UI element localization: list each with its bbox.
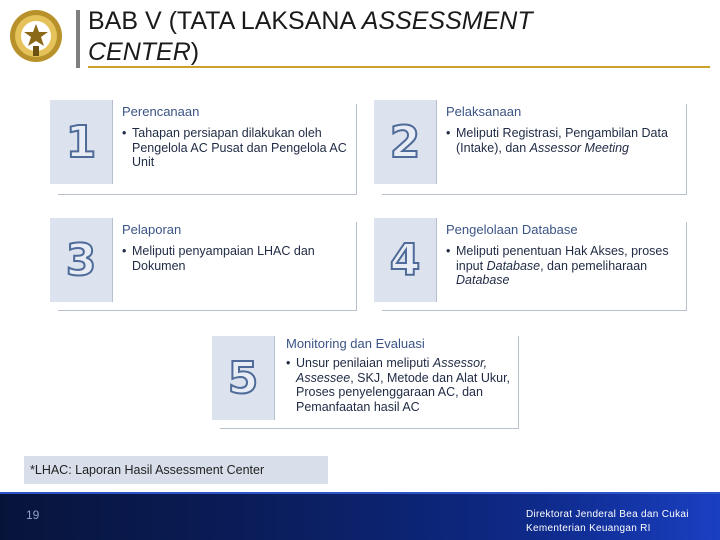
step-item-perencanaan [112,104,357,195]
footer-line-2: Kementerian Keuangan RI [526,523,651,534]
step-item-pelaporan [112,222,357,311]
step-bullet: • Meliputi penentuan Hak Akses, proses input Database, dan pemeliharaan Database [446,244,680,288]
step-bullet: • Meliputi penyampaian LHAC dan Dokumen [122,244,350,273]
step-number-2: 2 [374,100,437,184]
page-title: BAB V (TATA LAKSANA ASSESSMENT CENTER) [88,7,533,66]
step-number-3: 3 [50,218,113,302]
page-number: 19 [26,508,40,522]
step-item-pelaksanaan [436,104,687,195]
title-underline [88,66,710,68]
step-item-pengelolaan-database [436,222,687,311]
step-heading: Monitoring dan Evaluasi [286,336,425,351]
step-item-monitoring-evaluasi [274,336,519,429]
step-bullet: • Meliputi Registrasi, Pengambilan Data (Intake), dan Assessor Meeting [446,126,680,155]
step-bullet: • Unsur penilaian meliputi Assessor, Assessee, SKJ, Metode dan Alat Ukur, Proses penyelenggaraan AC, dan Pemanfaatan hasil AC [286,356,512,414]
lhac-footnote: *LHAC: Laporan Hasil Assessment Center [24,456,328,484]
step-bullet: • Tahapan persiapan dilakukan oleh Pengelola AC Pusat dan Pengelola AC Unit [122,126,350,170]
title-accent-bar [76,10,80,68]
footer-institution [526,508,689,536]
step-heading: Pelaporan [122,222,182,237]
step-number-4: 4 [374,218,437,302]
footer-line-1: Direktorat Jenderal Bea dan Cukai [526,509,689,520]
bea-cukai-logo [8,8,64,64]
step-heading: Perencanaan [122,104,200,119]
step-number-1: 1 [50,100,113,184]
step-heading: Pelaksanaan [446,104,522,119]
step-heading: Pengelolaan Database [446,222,578,237]
step-number-5: 5 [212,336,275,420]
